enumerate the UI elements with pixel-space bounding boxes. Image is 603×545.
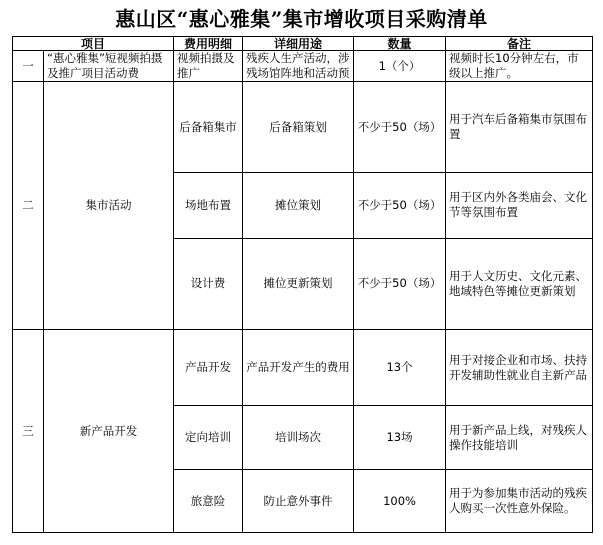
section-project: 新产品开发: [44, 330, 174, 533]
cell-remark: 视频时长10分钟左右，市级以上推广。: [446, 51, 593, 82]
page-title: 惠山区“惠心雅集”集市增收项目采购清单: [115, 7, 488, 31]
cell-quantity: 13场: [354, 405, 446, 470]
cell-usage: 产品开发产生的费用: [243, 330, 354, 406]
cell-quantity: 不少于50（场）: [354, 238, 446, 330]
section-index: 三: [13, 330, 44, 533]
section-index: 二: [13, 82, 44, 330]
header-quantity: 数量: [354, 37, 446, 51]
cell-detail: 视频拍摄及推广: [174, 51, 243, 82]
header-detail: 费用明细: [174, 37, 243, 51]
section-index: 一: [13, 51, 44, 82]
cell-quantity: 不少于50（场）: [354, 82, 446, 173]
cell-quantity: 13个: [354, 330, 446, 406]
cell-usage: 防止意外事件: [243, 470, 354, 533]
cell-detail: 设计费: [174, 238, 243, 330]
cell-remark: 用于为参加集市活动的残疾人购买一次性意外保险。: [446, 470, 593, 533]
cell-detail: 后备箱集市: [174, 82, 243, 173]
cell-quantity: 100%: [354, 470, 446, 533]
cell-remark: 用于区内外各类庙会、文化节等氛围布置: [446, 173, 593, 239]
cell-usage: 摊位策划: [243, 173, 354, 239]
cell-usage: 培训场次: [243, 405, 354, 470]
cell-remark: 用于新产品上线，对残疾人操作技能培训: [446, 405, 593, 470]
table-header-row: [13, 37, 593, 51]
cell-usage: 摊位更新策划: [243, 238, 354, 330]
table-row: [13, 51, 593, 82]
cell-usage: 残疾人生产活动，涉残场馆阵地和活动预: [243, 51, 354, 82]
table-row: [13, 330, 593, 406]
cell-remark: 用于汽车后备箱集市氛围布置: [446, 82, 593, 173]
procurement-table: [12, 36, 593, 533]
cell-quantity: 不少于50（场）: [354, 173, 446, 239]
cell-usage: 后备箱策划: [243, 82, 354, 173]
header-project: 项目: [13, 37, 174, 51]
header-usage: 详细用途: [243, 37, 354, 51]
cell-detail: 定向培训: [174, 405, 243, 470]
section-project: 集市活动: [44, 82, 174, 330]
header-remark: 备注: [446, 37, 593, 51]
cell-remark: 用于对接企业和市场、扶持开发辅助性就业自主新产品: [446, 330, 593, 406]
cell-quantity: 1（个）: [354, 51, 446, 82]
section-project: “惠心雅集”短视频拍摄及推广项目活动费: [44, 51, 174, 82]
cell-remark: 用于人文历史、文化元素、地域特色等摊位更新策划: [446, 238, 593, 330]
cell-detail: 旅意险: [174, 470, 243, 533]
cell-detail: 场地布置: [174, 173, 243, 239]
table-row: [13, 82, 593, 173]
cell-detail: 产品开发: [174, 330, 243, 406]
